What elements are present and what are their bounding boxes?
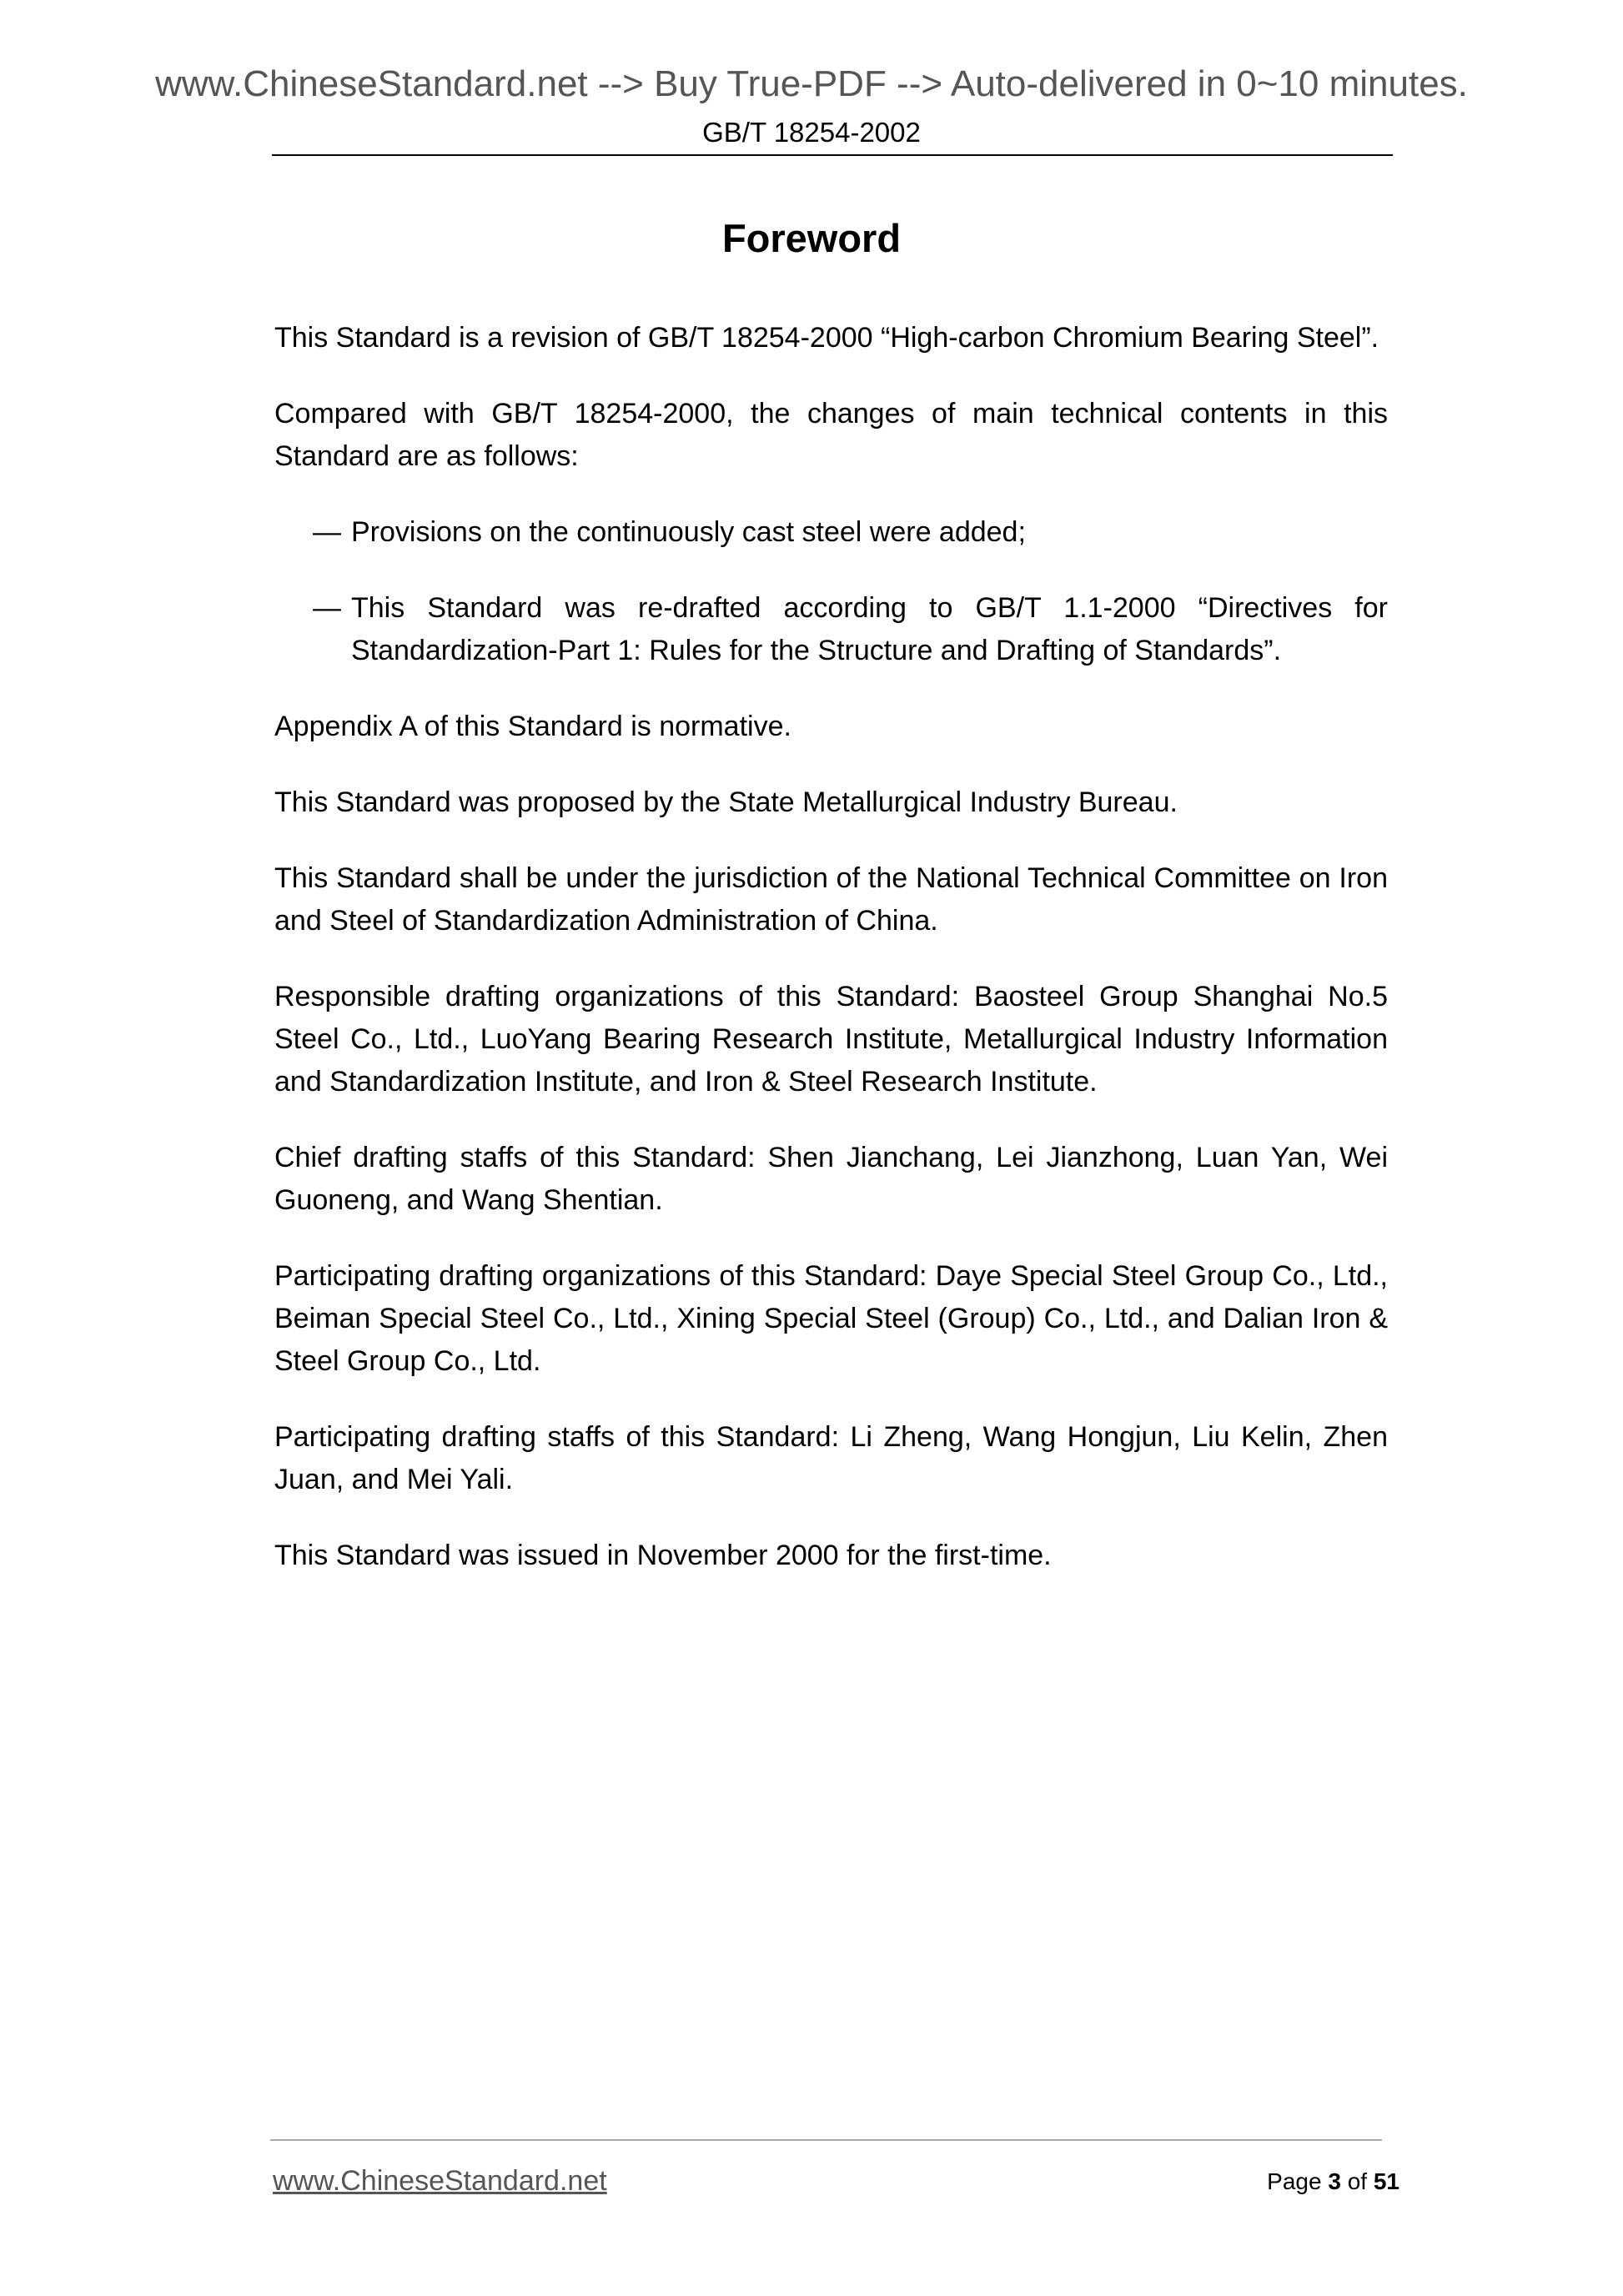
paragraph: This Standard was issued in November 2000 for the first-time.	[274, 1540, 1052, 1571]
header-divider	[272, 154, 1393, 156]
footer-website-link[interactable]: www.ChineseStandard.net	[273, 2165, 607, 2197]
list-item	[274, 587, 1388, 672]
list-item	[274, 511, 1388, 554]
page-prefix: Page	[1267, 2168, 1329, 2194]
document-code: GB/T 18254-2002	[702, 117, 921, 148]
page-current: 3	[1328, 2168, 1341, 2194]
header-banner: www.ChineseStandard.net --> Buy True-PDF --> Auto-delivered in 0~10 minutes.	[155, 63, 1468, 104]
paragraph: Appendix A of this Standard is normative.	[274, 711, 791, 742]
page-of: of	[1340, 2168, 1374, 2194]
paragraph: Chief drafting staffs of this Standard: Shen Jianchang, Lei Jianzhong, Luan Yan, Wei Guoneng, and Wang Shentian.	[274, 1142, 1388, 1216]
paragraph: Participating drafting staffs of this Standard: Li Zheng, Wang Hongjun, Liu Kelin, Zhen Juan, and Mei Yali.	[274, 1421, 1388, 1495]
paragraph: Responsible drafting organizations of this Standard: Baosteel Group Shanghai No.5 Steel Co., Ltd., LuoYang Bearing Research Institute, Metallurgical Industry Information and Standardization Institute, and Iron & Steel Research Institute.	[274, 981, 1388, 1098]
footer-divider	[270, 2139, 1382, 2141]
paragraph: This Standard shall be under the jurisdiction of the National Technical Committee on Iron and Steel of Standardization Administration of China.	[274, 862, 1388, 937]
paragraph: Compared with GB/T 18254-2000, the changes of main technical contents in this Standard are as follows:	[274, 398, 1388, 472]
list-dash: —	[313, 516, 341, 548]
paragraph: This Standard is a revision of GB/T 18254-2000 “High-carbon Chromium Bearing Steel”.	[274, 322, 1379, 354]
paragraph: Participating drafting organizations of this Standard: Daye Special Steel Group Co., Ltd., Beiman Special Steel Co., Ltd., Xining Special Steel (Group) Co., Ltd., and Dalian Iron & Steel Group Co., Ltd.	[274, 1260, 1388, 1377]
list-item-text: Provisions on the continuously cast steel were added;	[351, 516, 1026, 548]
paragraph: This Standard was proposed by the State Metallurgical Industry Bureau.	[274, 786, 1178, 818]
page-total: 51	[1373, 2168, 1399, 2194]
document-body	[274, 317, 1388, 1610]
page-number	[1259, 2168, 1399, 2195]
list-dash: —	[313, 592, 341, 624]
page-title: Foreword	[721, 216, 902, 260]
list-item-text: This Standard was re-drafted according to GB/T 1.1-2000 “Directives for Standardization-Part 1: Rules for the Structure and Drafting of Standards”.	[351, 592, 1388, 666]
